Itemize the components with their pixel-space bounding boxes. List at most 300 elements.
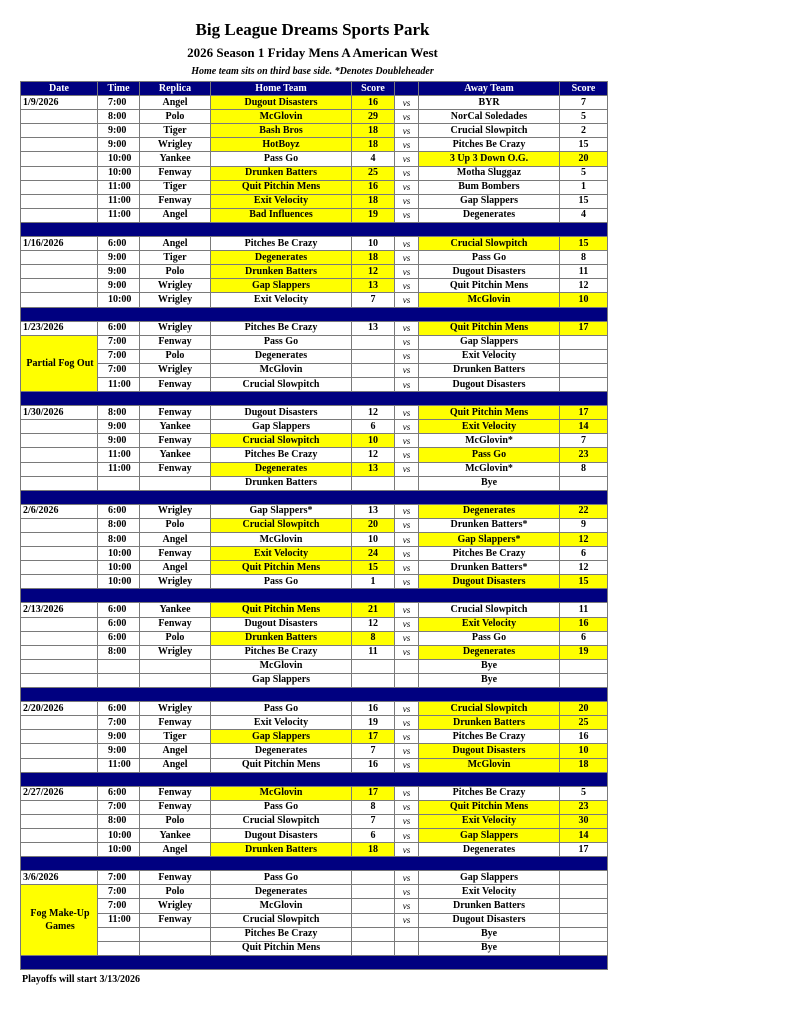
- away-team: Quit Pitchin Mens: [419, 800, 560, 814]
- home-team: HotBoyz: [211, 138, 352, 152]
- game-date: 2/6/2026: [21, 504, 98, 518]
- replica-field: Wrigley: [140, 575, 211, 589]
- table-row: [21, 237, 608, 251]
- away-score: 15: [560, 575, 608, 589]
- home-score: 16: [352, 758, 395, 772]
- replica-field: Angel: [140, 208, 211, 222]
- away-team: Exit Velocity: [419, 885, 560, 899]
- away-team: Degenerates: [419, 645, 560, 659]
- date-cell-empty: [21, 152, 98, 166]
- home-score: [352, 349, 395, 363]
- away-score: 6: [560, 547, 608, 561]
- versus-label: vs: [395, 518, 419, 532]
- home-score: 13: [352, 321, 395, 335]
- table-row: [21, 363, 608, 377]
- home-team: Pitches Be Crazy: [211, 927, 352, 941]
- date-cell-empty: [21, 561, 98, 575]
- away-score: 5: [560, 166, 608, 180]
- versus-label: vs: [395, 265, 419, 279]
- game-time: 7:00: [98, 335, 140, 349]
- home-team: Crucial Slowpitch: [211, 518, 352, 532]
- date-cell-empty: [21, 800, 98, 814]
- separator-cell: [21, 857, 608, 871]
- versus-label: vs: [395, 913, 419, 927]
- versus-label: vs: [395, 208, 419, 222]
- away-score: [560, 871, 608, 885]
- separator-cell: [21, 222, 608, 236]
- home-score: [352, 871, 395, 885]
- replica-field: Fenway: [140, 716, 211, 730]
- date-cell-empty: [21, 730, 98, 744]
- game-date: 2/13/2026: [21, 603, 98, 617]
- away-score: 9: [560, 518, 608, 532]
- game-time: 9:00: [98, 744, 140, 758]
- game-time: 7:00: [98, 363, 140, 377]
- home-score: 11: [352, 645, 395, 659]
- away-team: Motha Sluggaz: [419, 166, 560, 180]
- table-row: [21, 434, 608, 448]
- date-cell-empty: [21, 110, 98, 124]
- home-score: 8: [352, 631, 395, 645]
- replica-field: Fenway: [140, 462, 211, 476]
- home-team: Gap Slappers: [211, 730, 352, 744]
- game-time: 11:00: [98, 758, 140, 772]
- away-team: Exit Velocity: [419, 349, 560, 363]
- home-score: 7: [352, 293, 395, 307]
- away-score: 18: [560, 758, 608, 772]
- versus-label: vs: [395, 702, 419, 716]
- away-team: Degenerates: [419, 208, 560, 222]
- replica-field: Fenway: [140, 871, 211, 885]
- table-row: [21, 645, 608, 659]
- game-date: 1/30/2026: [21, 406, 98, 420]
- away-team: 3 Up 3 Down O.G.: [419, 152, 560, 166]
- date-cell-empty: [21, 208, 98, 222]
- away-team: McGlovin: [419, 293, 560, 307]
- table-row: [21, 716, 608, 730]
- table-row: [21, 349, 608, 363]
- away-score: 7: [560, 96, 608, 110]
- away-team: McGlovin*: [419, 434, 560, 448]
- separator-cell: [21, 955, 608, 969]
- week-separator: [21, 222, 608, 236]
- away-score: 19: [560, 645, 608, 659]
- date-cell-empty: [21, 448, 98, 462]
- date-cell-empty: [21, 547, 98, 561]
- replica-field: [140, 476, 211, 490]
- away-team: Drunken Batters: [419, 899, 560, 913]
- game-time: 11:00: [98, 208, 140, 222]
- game-time: 10:00: [98, 293, 140, 307]
- versus-label: vs: [395, 744, 419, 758]
- versus-label: vs: [395, 758, 419, 772]
- game-time: 9:00: [98, 265, 140, 279]
- away-score: 14: [560, 420, 608, 434]
- replica-field: Yankee: [140, 603, 211, 617]
- versus-label: vs: [395, 800, 419, 814]
- away-score: [560, 363, 608, 377]
- home-team: Gap Slappers*: [211, 504, 352, 518]
- game-time: 7:00: [98, 885, 140, 899]
- versus-label: vs: [395, 575, 419, 589]
- date-cell-empty: [21, 434, 98, 448]
- table-row: [21, 828, 608, 842]
- table-row: [21, 617, 608, 631]
- game-time: 8:00: [98, 110, 140, 124]
- replica-field: [140, 941, 211, 955]
- away-team: Gap Slappers: [419, 828, 560, 842]
- versus-label: vs: [395, 617, 419, 631]
- away-team: Bye: [419, 941, 560, 955]
- versus-label: vs: [395, 406, 419, 420]
- away-score: [560, 335, 608, 349]
- away-score: 20: [560, 152, 608, 166]
- game-time: 6:00: [98, 631, 140, 645]
- home-team: McGlovin: [211, 899, 352, 913]
- home-score: 10: [352, 434, 395, 448]
- replica-field: Wrigley: [140, 293, 211, 307]
- home-score: [352, 659, 395, 673]
- game-time: 6:00: [98, 504, 140, 518]
- away-score: [560, 476, 608, 490]
- away-team: Dugout Disasters: [419, 744, 560, 758]
- game-date: 3/6/2026: [21, 871, 98, 885]
- game-time: 6:00: [98, 786, 140, 800]
- replica-field: Polo: [140, 518, 211, 532]
- game-time: 8:00: [98, 533, 140, 547]
- game-date: 1/16/2026: [21, 237, 98, 251]
- table-row: [21, 279, 608, 293]
- table-row: [21, 251, 608, 265]
- versus-label: vs: [395, 377, 419, 391]
- home-team: Dugout Disasters: [211, 828, 352, 842]
- table-row: [21, 871, 608, 885]
- table-row: [21, 124, 608, 138]
- away-score: 15: [560, 194, 608, 208]
- away-score: 6: [560, 631, 608, 645]
- away-team: Drunken Batters: [419, 716, 560, 730]
- away-team: Gap Slappers: [419, 194, 560, 208]
- away-team: Pitches Be Crazy: [419, 138, 560, 152]
- date-cell-empty: [21, 124, 98, 138]
- home-score: 24: [352, 547, 395, 561]
- home-team: Pass Go: [211, 800, 352, 814]
- versus-label: vs: [395, 251, 419, 265]
- home-team: McGlovin: [211, 659, 352, 673]
- away-team: Pitches Be Crazy: [419, 786, 560, 800]
- away-team: Crucial Slowpitch: [419, 124, 560, 138]
- versus-label: vs: [395, 786, 419, 800]
- game-time: 11:00: [98, 448, 140, 462]
- versus-label: [395, 476, 419, 490]
- replica-field: Fenway: [140, 547, 211, 561]
- home-team: Crucial Slowpitch: [211, 814, 352, 828]
- page-title: Big League Dreams Sports Park: [195, 20, 430, 39]
- versus-label: vs: [395, 448, 419, 462]
- game-date: 1/9/2026: [21, 96, 98, 110]
- game-time: 11:00: [98, 377, 140, 391]
- away-team: Dugout Disasters: [419, 913, 560, 927]
- home-team: Crucial Slowpitch: [211, 913, 352, 927]
- table-row: [21, 321, 608, 335]
- col-header-vs: [395, 82, 419, 96]
- game-time: 8:00: [98, 518, 140, 532]
- away-team: Bye: [419, 673, 560, 687]
- replica-field: Fenway: [140, 335, 211, 349]
- versus-label: vs: [395, 237, 419, 251]
- week-separator: [21, 688, 608, 702]
- date-cell-empty: [21, 843, 98, 857]
- versus-label: [395, 673, 419, 687]
- replica-field: [140, 673, 211, 687]
- home-team: Drunken Batters: [211, 476, 352, 490]
- replica-field: Angel: [140, 744, 211, 758]
- page-subtitle: 2026 Season 1 Friday Mens A American West: [187, 45, 438, 60]
- week-note: Fog Make-Up Games: [21, 885, 98, 955]
- versus-label: vs: [395, 885, 419, 899]
- table-row: [21, 659, 608, 673]
- away-team: Crucial Slowpitch: [419, 603, 560, 617]
- home-team: McGlovin: [211, 533, 352, 547]
- replica-field: Angel: [140, 96, 211, 110]
- table-row: [21, 265, 608, 279]
- replica-field: Angel: [140, 533, 211, 547]
- away-score: 11: [560, 265, 608, 279]
- game-time: 10:00: [98, 561, 140, 575]
- game-time: 6:00: [98, 702, 140, 716]
- home-team: McGlovin: [211, 110, 352, 124]
- col-header-away-team: Away Team: [419, 82, 560, 96]
- home-score: 4: [352, 152, 395, 166]
- away-team: McGlovin: [419, 758, 560, 772]
- away-team: Quit Pitchin Mens: [419, 321, 560, 335]
- versus-label: vs: [395, 152, 419, 166]
- separator-cell: [21, 490, 608, 504]
- replica-field: Angel: [140, 237, 211, 251]
- date-cell-empty: [21, 814, 98, 828]
- game-time: 6:00: [98, 603, 140, 617]
- game-date: 1/23/2026: [21, 321, 98, 335]
- away-team: Crucial Slowpitch: [419, 237, 560, 251]
- away-score: 25: [560, 716, 608, 730]
- home-team: Pitches Be Crazy: [211, 237, 352, 251]
- table-row: [21, 335, 608, 349]
- week-note: Partial Fog Out: [21, 335, 98, 391]
- table-row: [21, 166, 608, 180]
- replica-field: Yankee: [140, 152, 211, 166]
- versus-label: [395, 941, 419, 955]
- home-team: Pitches Be Crazy: [211, 645, 352, 659]
- table-header-row: [21, 82, 608, 96]
- away-score: [560, 673, 608, 687]
- replica-field: Fenway: [140, 166, 211, 180]
- away-team: Gap Slappers*: [419, 533, 560, 547]
- game-time: 9:00: [98, 434, 140, 448]
- col-header-time: Time: [98, 82, 140, 96]
- away-score: 10: [560, 744, 608, 758]
- replica-field: Fenway: [140, 434, 211, 448]
- table-row: [21, 673, 608, 687]
- game-time: 11:00: [98, 913, 140, 927]
- away-score: 23: [560, 448, 608, 462]
- game-time: 6:00: [98, 617, 140, 631]
- home-score: 18: [352, 843, 395, 857]
- away-team: Pitches Be Crazy: [419, 547, 560, 561]
- home-score: [352, 335, 395, 349]
- home-score: 12: [352, 265, 395, 279]
- home-team: Degenerates: [211, 251, 352, 265]
- versus-label: vs: [395, 814, 419, 828]
- home-score: 7: [352, 814, 395, 828]
- replica-field: Fenway: [140, 194, 211, 208]
- home-score: 18: [352, 194, 395, 208]
- game-time: 10:00: [98, 547, 140, 561]
- replica-field: Angel: [140, 758, 211, 772]
- away-team: Drunken Batters*: [419, 561, 560, 575]
- date-cell-empty: [21, 180, 98, 194]
- replica-field: Wrigley: [140, 138, 211, 152]
- table-row: [21, 110, 608, 124]
- replica-field: Wrigley: [140, 899, 211, 913]
- home-score: [352, 927, 395, 941]
- table-row: [21, 476, 608, 490]
- away-team: Dugout Disasters: [419, 575, 560, 589]
- game-time: 7:00: [98, 800, 140, 814]
- replica-field: Wrigley: [140, 321, 211, 335]
- away-team: Pass Go: [419, 448, 560, 462]
- replica-field: Fenway: [140, 377, 211, 391]
- home-team: Dugout Disasters: [211, 617, 352, 631]
- versus-label: vs: [395, 645, 419, 659]
- versus-label: vs: [395, 547, 419, 561]
- home-team: Quit Pitchin Mens: [211, 180, 352, 194]
- replica-field: Wrigley: [140, 279, 211, 293]
- table-row: [21, 758, 608, 772]
- home-score: 16: [352, 96, 395, 110]
- away-score: 22: [560, 504, 608, 518]
- away-score: 11: [560, 603, 608, 617]
- home-team: Exit Velocity: [211, 194, 352, 208]
- date-cell-empty: [21, 518, 98, 532]
- away-team: Exit Velocity: [419, 814, 560, 828]
- replica-field: Wrigley: [140, 702, 211, 716]
- home-score: 20: [352, 518, 395, 532]
- away-score: [560, 885, 608, 899]
- away-score: 4: [560, 208, 608, 222]
- away-team: Dugout Disasters: [419, 377, 560, 391]
- game-time: [98, 659, 140, 673]
- replica-field: Fenway: [140, 913, 211, 927]
- game-time: [98, 476, 140, 490]
- away-score: 16: [560, 730, 608, 744]
- date-cell-empty: [21, 293, 98, 307]
- away-team: Pass Go: [419, 631, 560, 645]
- table-row: [21, 293, 608, 307]
- date-cell-empty: [21, 673, 98, 687]
- home-score: 1: [352, 575, 395, 589]
- home-score: [352, 899, 395, 913]
- separator-cell: [21, 772, 608, 786]
- home-score: 18: [352, 124, 395, 138]
- date-cell-empty: [21, 251, 98, 265]
- home-score: [352, 913, 395, 927]
- table-row: [21, 941, 608, 955]
- table-row: [21, 406, 608, 420]
- home-team: McGlovin: [211, 363, 352, 377]
- away-score: 8: [560, 462, 608, 476]
- away-team: Quit Pitchin Mens: [419, 279, 560, 293]
- table-row: [21, 448, 608, 462]
- home-team: Quit Pitchin Mens: [211, 561, 352, 575]
- away-score: [560, 927, 608, 941]
- table-row: [21, 180, 608, 194]
- replica-field: Yankee: [140, 448, 211, 462]
- table-row: [21, 631, 608, 645]
- home-score: 13: [352, 504, 395, 518]
- header-note: Home team sits on third base side. *Denotes Doubleheader: [191, 66, 434, 77]
- home-score: 8: [352, 800, 395, 814]
- home-score: 25: [352, 166, 395, 180]
- col-header-home-score: Score: [352, 82, 395, 96]
- game-time: 11:00: [98, 462, 140, 476]
- home-team: Quit Pitchin Mens: [211, 941, 352, 955]
- home-score: 10: [352, 237, 395, 251]
- date-cell-empty: [21, 420, 98, 434]
- versus-label: vs: [395, 843, 419, 857]
- table-row: [21, 194, 608, 208]
- away-score: 12: [560, 533, 608, 547]
- home-team: Pitches Be Crazy: [211, 448, 352, 462]
- home-team: Drunken Batters: [211, 631, 352, 645]
- replica-field: Fenway: [140, 800, 211, 814]
- home-score: 29: [352, 110, 395, 124]
- game-time: 9:00: [98, 730, 140, 744]
- table-row: [21, 561, 608, 575]
- home-team: Crucial Slowpitch: [211, 377, 352, 391]
- away-team: Degenerates: [419, 504, 560, 518]
- away-score: 17: [560, 406, 608, 420]
- date-cell-empty: [21, 659, 98, 673]
- home-team: Dugout Disasters: [211, 96, 352, 110]
- game-time: 7:00: [98, 96, 140, 110]
- home-team: Exit Velocity: [211, 293, 352, 307]
- away-score: 2: [560, 124, 608, 138]
- week-separator: [21, 392, 608, 406]
- replica-field: Tiger: [140, 180, 211, 194]
- away-team: Degenerates: [419, 843, 560, 857]
- replica-field: [140, 659, 211, 673]
- away-team: Quit Pitchin Mens: [419, 406, 560, 420]
- separator-cell: [21, 392, 608, 406]
- away-score: [560, 941, 608, 955]
- replica-field: [140, 927, 211, 941]
- away-team: McGlovin*: [419, 462, 560, 476]
- away-score: 1: [560, 180, 608, 194]
- schedule-body: [21, 96, 608, 970]
- versus-label: vs: [395, 533, 419, 547]
- table-row: [21, 377, 608, 391]
- away-score: 17: [560, 843, 608, 857]
- week-separator: [21, 589, 608, 603]
- home-team: Pass Go: [211, 335, 352, 349]
- home-score: 6: [352, 420, 395, 434]
- game-time: 9:00: [98, 138, 140, 152]
- game-time: 10:00: [98, 575, 140, 589]
- col-header-replica: Replica: [140, 82, 211, 96]
- week-separator: [21, 490, 608, 504]
- away-team: Bye: [419, 659, 560, 673]
- week-separator: [21, 955, 608, 969]
